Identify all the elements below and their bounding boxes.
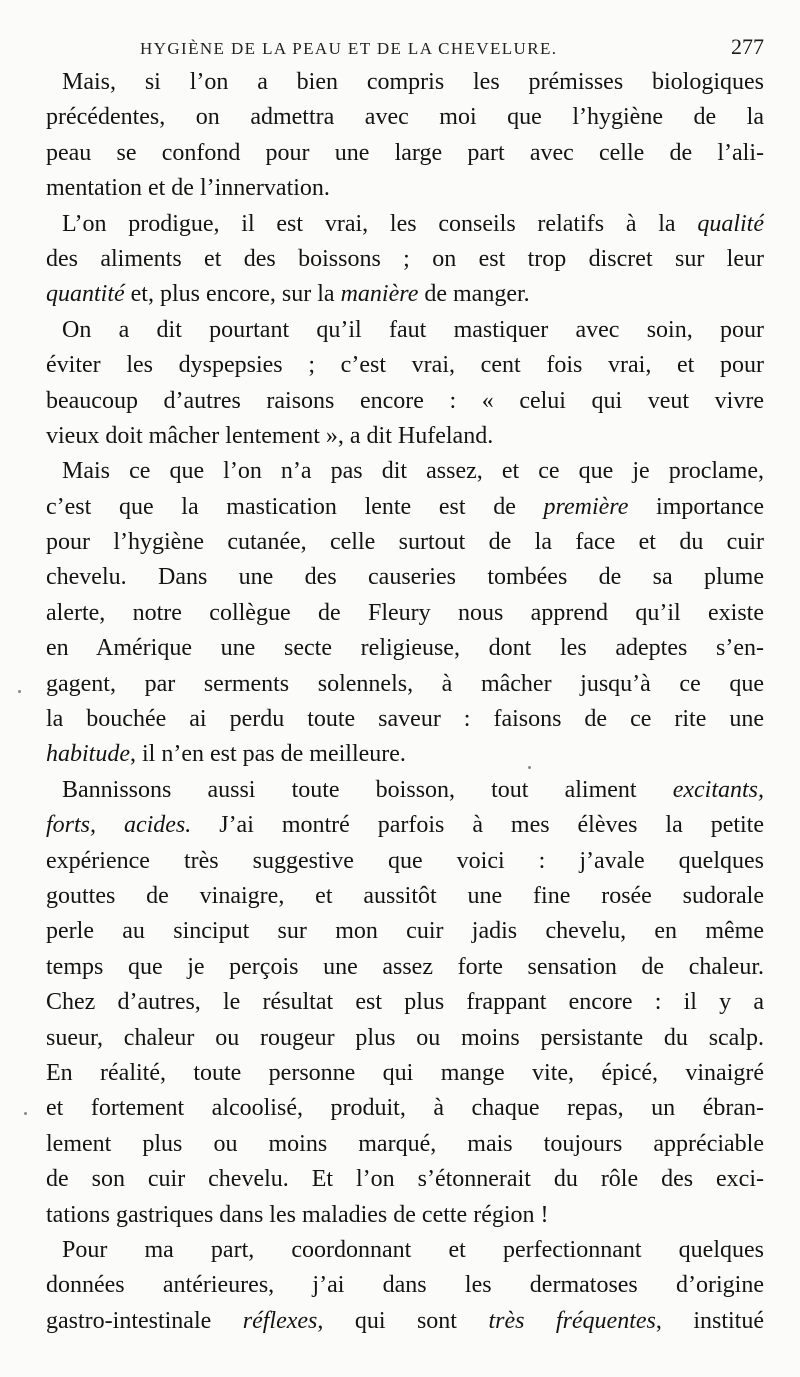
italic-text: excitants, xyxy=(672,776,764,803)
print-speck xyxy=(24,1112,27,1115)
italic-text: manière xyxy=(340,281,419,308)
text-line xyxy=(46,667,764,702)
text-segment: sueur, chaleur ou rougeur plus ou moins persistante du scalp. xyxy=(46,1024,764,1051)
text-line xyxy=(46,136,764,171)
text-segment: vieux doit mâcher lentement », a dit Hufeland. xyxy=(46,422,494,449)
text-segment: en Amérique une secte religieuse, dont les adeptes s’en- xyxy=(46,635,764,662)
text-line xyxy=(46,808,764,843)
text-line xyxy=(46,242,764,277)
running-title: HYGIÈNE DE LA PEAU ET DE LA CHEVELURE. xyxy=(140,39,558,58)
text-segment: peau se confond pour une large part avec celle de l’ali- xyxy=(46,139,764,166)
text-segment: expérience très suggestive que voici : j’avale quelques xyxy=(46,847,764,874)
text-segment: , qui sont xyxy=(317,1307,489,1334)
text-line xyxy=(46,384,764,419)
text-line xyxy=(46,596,764,631)
italic-text: réflexes xyxy=(242,1307,318,1334)
text-segment: pour l’hygiène cutanée, celle surtout de la face et du cuir xyxy=(46,529,764,556)
text-line xyxy=(46,702,764,737)
text-segment: lement plus ou moins marqué, mais toujours appréciable xyxy=(46,1130,764,1157)
italic-text: qualité xyxy=(697,210,764,237)
text-line xyxy=(46,525,764,560)
body-text xyxy=(46,65,764,1339)
text-segment: éviter les dyspepsies ; c’est vrai, cent fois vrai, et pour xyxy=(46,352,764,379)
text-segment: chevelu. Dans une des causeries tombées de sa plume xyxy=(46,564,764,591)
text-segment: L’on prodigue, il est vrai, les conseils relatifs à la xyxy=(62,210,698,237)
text-line xyxy=(46,348,764,383)
italic-text: très fréquentes xyxy=(488,1307,656,1334)
text-line xyxy=(46,1056,764,1091)
text-line xyxy=(46,631,764,666)
text-line xyxy=(46,454,764,489)
text-segment: Chez d’autres, le résultat est plus frappant encore : il y a xyxy=(46,989,764,1016)
text-line xyxy=(46,1233,764,1268)
text-line xyxy=(46,773,764,808)
italic-text: première xyxy=(543,493,629,520)
text-segment: la bouchée ai perdu toute saveur : faisons de ce rite une xyxy=(46,706,764,733)
text-segment: Bannissons aussi toute boisson, tout aliment xyxy=(62,776,673,803)
text-line xyxy=(46,1268,764,1303)
running-header xyxy=(140,34,764,60)
text-line xyxy=(46,1127,764,1162)
text-line xyxy=(46,950,764,985)
text-segment: , il n’en est pas de meilleure. xyxy=(130,741,406,768)
italic-text: forts, acides. xyxy=(46,812,192,839)
text-segment: de manger. xyxy=(418,281,530,308)
text-segment: de son cuir chevelu. Et l’on s’étonnerait du rôle des exci- xyxy=(46,1166,764,1193)
text-line xyxy=(46,100,764,135)
text-line xyxy=(46,737,764,772)
text-line xyxy=(46,313,764,348)
text-segment: mentation et de l’innervation. xyxy=(46,175,330,202)
print-speck xyxy=(528,766,531,769)
text-segment: données antérieures, j’ai dans les dermatoses d’origine xyxy=(46,1272,764,1299)
text-segment: Mais, si l’on a bien compris les prémisses biologiques xyxy=(62,69,764,95)
text-line xyxy=(46,879,764,914)
italic-text: quantité xyxy=(46,281,125,308)
text-segment: et, plus encore, sur la xyxy=(124,281,341,308)
text-segment: En réalité, toute personne qui mange vite, épicé, vinaigré xyxy=(46,1059,764,1086)
text-segment: tations gastriques dans les maladies de cette région ! xyxy=(46,1201,549,1228)
text-line xyxy=(46,985,764,1020)
text-segment: , institué xyxy=(655,1307,764,1334)
text-line xyxy=(46,1162,764,1197)
text-segment: perle au sinciput sur mon cuir jadis chevelu, en même xyxy=(46,918,764,945)
text-line xyxy=(46,1021,764,1056)
text-segment: des aliments et des boissons ; on est trop discret sur leur xyxy=(46,245,764,272)
text-segment: gastro-intestinale xyxy=(46,1307,243,1334)
text-line xyxy=(46,207,764,242)
text-line xyxy=(46,277,764,312)
text-segment: précédentes, on admettra avec moi que l’hygiène de la xyxy=(46,104,764,131)
text-line xyxy=(46,1304,764,1339)
text-segment: c’est que la mastication lente est de xyxy=(46,493,544,520)
text-line xyxy=(46,844,764,879)
text-segment: gouttes de vinaigre, et aussitôt une fine rosée sudorale xyxy=(46,882,764,909)
text-segment: Mais ce que l’on n’a pas dit assez, et ce que je proclame, xyxy=(62,458,764,485)
text-segment: importance xyxy=(628,493,764,520)
text-line xyxy=(46,560,764,595)
text-line xyxy=(46,419,764,454)
text-segment: On a dit pourtant qu’il faut mastiquer avec soin, pour xyxy=(62,316,764,343)
text-segment: gagent, par serments solennels, à mâcher jusqu’à ce que xyxy=(46,670,764,697)
page-number: 277 xyxy=(731,34,764,59)
text-line xyxy=(46,1091,764,1126)
italic-text: habitude xyxy=(46,741,130,768)
print-speck xyxy=(18,690,21,693)
text-line xyxy=(46,914,764,949)
text-line xyxy=(46,490,764,525)
text-segment: J’ai montré parfois à mes élèves la petite xyxy=(191,812,764,839)
text-line xyxy=(46,1198,764,1233)
text-segment: beaucoup d’autres raisons encore : « celui qui veut vivre xyxy=(46,387,764,414)
text-segment: alerte, notre collègue de Fleury nous apprend qu’il existe xyxy=(46,599,764,626)
text-line xyxy=(46,65,764,100)
text-segment: temps que je perçois une assez forte sensation de chaleur. xyxy=(46,953,764,980)
text-line xyxy=(46,171,764,206)
text-segment: et fortement alcoolisé, produit, à chaque repas, un ébran- xyxy=(46,1095,764,1122)
text-segment: Pour ma part, coordonnant et perfectionnant quelques xyxy=(62,1236,764,1263)
